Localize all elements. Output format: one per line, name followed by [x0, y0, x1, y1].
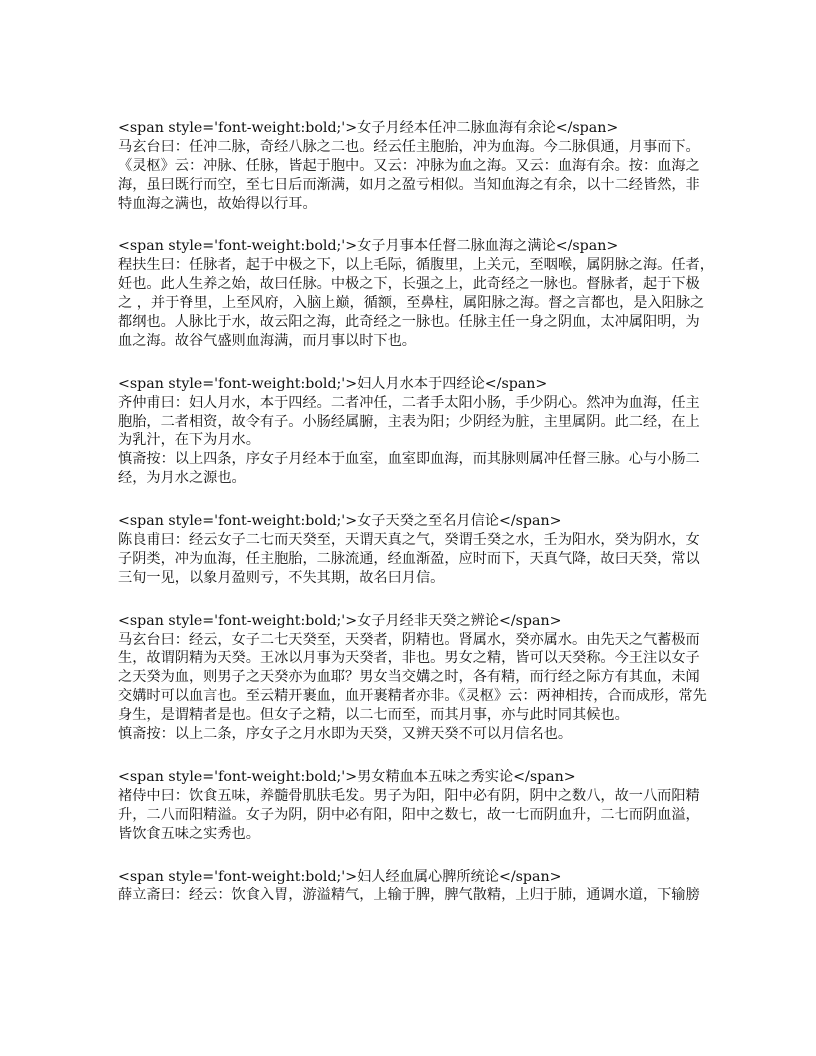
section — [118, 375, 718, 488]
body-text-line: 交媾时可以血言也。至云精开裹血，血开裹精者亦非。《灵枢》云：两神相抟，合而成形，常先 — [118, 688, 707, 705]
document-body — [118, 119, 718, 929]
body-text-line: 子阴类，冲为血海，任主胞胎，二脉流通，经血渐盈，应时而下，天真气降，故曰天癸，常以 — [118, 550, 700, 567]
body-text-line: 生，故谓阴精为天癸。王冰以月事为天癸者，非也。男女之精，皆可以天癸称。今王注以女子 — [118, 650, 700, 667]
body-text-line: 程扶生曰：任脉者，起于中极之下，以上毛际，循腹里，上关元，至咽喉，属阴脉之海。任者， — [118, 257, 714, 274]
section-title: <span style='font-weight:bold;'>妇人月水本于四经论</span> — [118, 375, 548, 392]
body-text-line: 海，虽曰既行而空，至七日后而渐满，如月之盈亏相似。当知血海之有余，以十二经皆然，非 — [118, 176, 700, 193]
section — [118, 768, 718, 844]
section — [118, 868, 718, 906]
section-title: <span style='font-weight:bold;'>女子天癸之至名月信论</span> — [118, 513, 562, 530]
body-text-line: 慎斋按：以上二条，序女子之月水即为天癸，又辨天癸不可以月信名也。 — [118, 726, 573, 743]
body-text-line: 身生，是谓精者是也。但女子之精，以二七而至，而其月事，亦与此时同其候也。 — [118, 707, 629, 724]
section-title: <span style='font-weight:bold;'>女子月事本任督二脉血海之满论</span> — [118, 238, 619, 255]
body-text-line: 陈良甫曰：经云女子二七而天癸至，天谓天真之气，癸谓壬癸之水，壬为阳水，癸为阴水，女 — [118, 532, 700, 549]
section — [118, 512, 718, 588]
body-text-line: 升，二八而阳精溢。女子为阴，阴中必有阳，阳中之数七，故一七而阴血升，二七而阴血溢， — [118, 806, 700, 823]
body-text-line: 马玄台曰：任冲二脉，奇经八脉之二也。经云任主胞胎，冲为血海。今二脉俱通，月事而下。 — [118, 138, 700, 155]
body-text-line: 经，为月水之源也。 — [118, 470, 246, 487]
section-title: <span style='font-weight:bold;'>女子月经非天癸之辨论</span> — [118, 612, 562, 629]
section-title: <span style='font-weight:bold;'>妇人经血属心脾所统论</span> — [118, 868, 562, 885]
body-text-line: 薛立斋曰：经云：饮食入胃，游溢精气，上输于脾，脾气散精，上归于肺，通调水道，下输膀 — [118, 887, 700, 904]
body-text-line: 三旬一见，以象月盈则亏，不失其期，故名曰月信。 — [118, 569, 445, 586]
body-text-line: 齐仲甫曰：妇人月水，本于四经。二者冲任，二者手太阳小肠，手少阴心。然冲为血海，任主 — [118, 394, 700, 411]
section-title: <span style='font-weight:bold;'>男女精血本五味之秀实论</span> — [118, 768, 576, 785]
body-text-line: 胞胎，二者相资，故令有子。小肠经属腑，主表为阳；少阴经为脏，主里属阴。此二经，在上 — [118, 413, 700, 430]
body-text-line: 血之海。故谷气盛则血海满，而月事以时下也。 — [118, 332, 416, 349]
body-text-line: 之天癸为血，则男子之天癸亦为血耶？男女当交媾之时，各有精，而行经之际方有其血，未闻 — [118, 669, 700, 686]
body-text-line: 特血海之满也，故始得以行耳。 — [118, 195, 317, 212]
body-text-line: 之 ，并于脊里，上至风府，入脑上巅，循额，至鼻柱，属阳脉之海。督之言都也，是入阳脉之 — [118, 295, 705, 312]
section-title: <span style='font-weight:bold;'>女子月经本任冲二脉血海有余论</span> — [118, 120, 619, 136]
body-text-line: 褚侍中曰：饮食五味，养髓骨肌肤毛发。男子为阳，阳中必有阴，阴中之数八，故一八而阳精 — [118, 787, 700, 804]
body-text-line: 皆饮食五味之实秀也。 — [118, 825, 260, 842]
body-text-line: 马玄台曰：经云，女子二七天癸至，天癸者，阴精也。肾属水，癸亦属水。由先天之气蓄极而 — [118, 631, 700, 648]
body-text-line: 妊也。此人生养之始，故曰任脉。中极之下，长强之上，此奇经之一脉也。督脉者，起于下极 — [118, 276, 700, 293]
body-text-line: 《灵枢》云：冲脉、任脉，皆起于胞中。又云：冲脉为血之海。又云：血海有余。按：血海之 — [118, 157, 700, 174]
section — [118, 119, 718, 213]
section — [118, 237, 718, 350]
section — [118, 612, 718, 744]
body-text-line: 为乳汁，在下为月水。 — [118, 432, 260, 449]
body-text-line: 慎斋按：以上四条，序女子月经本于血室，血室即血海，而其脉则属冲任督三脉。心与小肠二 — [118, 451, 700, 468]
body-text-line: 都纲也。人脉比于水，故云阳之海，此奇经之一脉也。任脉主任一身之阴血，太冲属阳明，为 — [118, 314, 700, 331]
